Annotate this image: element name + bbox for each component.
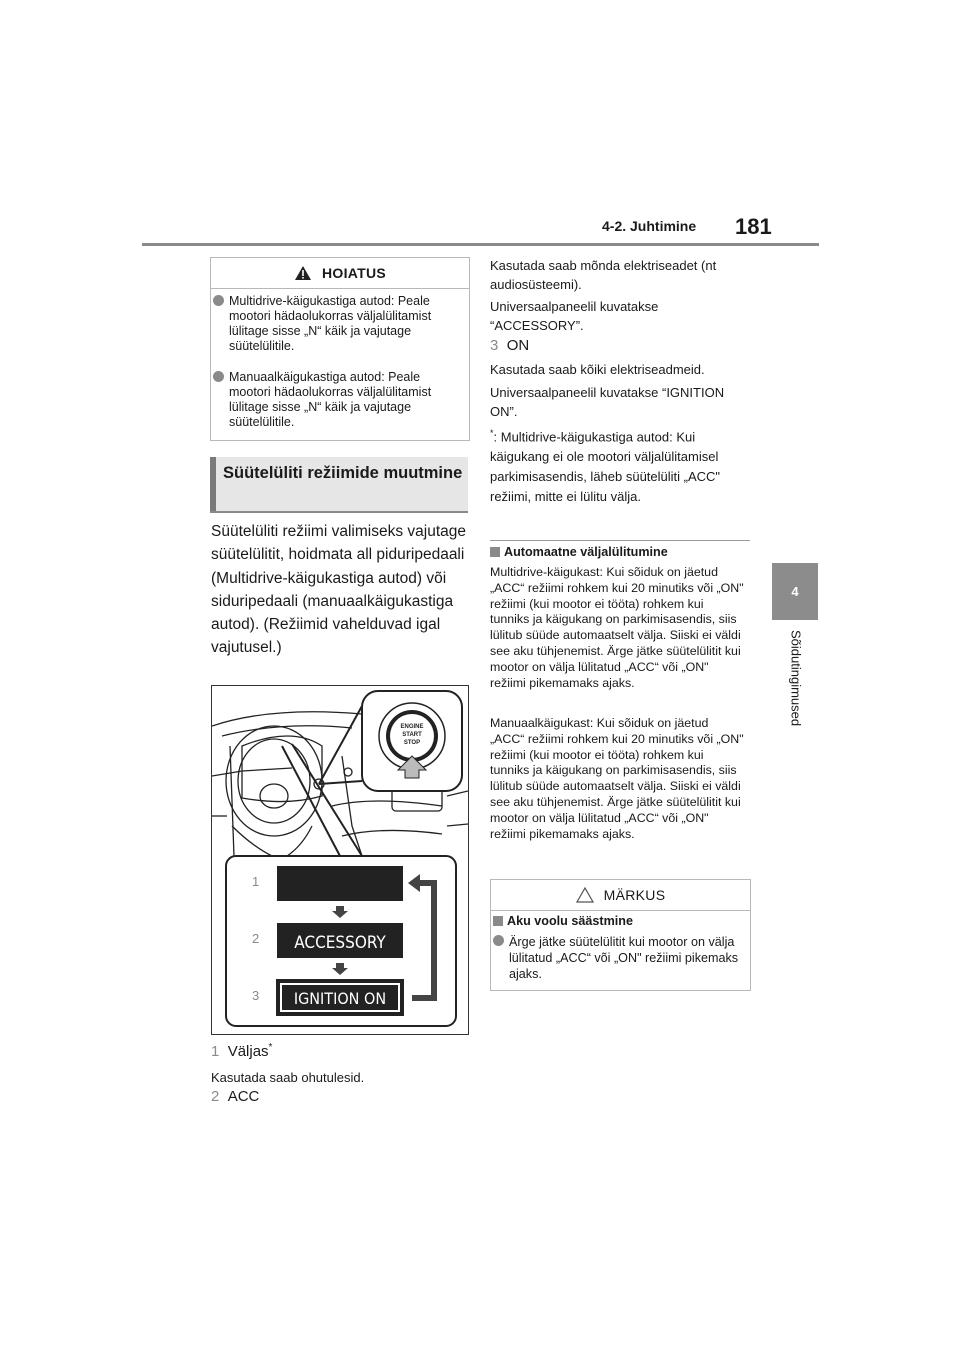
note-box (490, 879, 751, 991)
warning-item: Manuaalkäigukastiga autod: Peale mootori hädaolukorras väljalülitamist lülitage sisse „N“ käik ja vajutage süütelülitile. (213, 370, 465, 430)
chapter-tab (772, 563, 818, 620)
footnote: *: Multidrive-käigukastiga autod: Kui käigukang ei ole mootori väljalülitamisel parkimisasendis, läheb süütelüliti „ACC" režiimi, mitte ei lülitu välja. (490, 428, 721, 505)
square-bullet-icon (490, 547, 500, 557)
button-text-line-3: STOP (403, 740, 421, 746)
warning-box (210, 257, 470, 441)
chapter-number: 4 (791, 584, 799, 599)
intro-paragraph: Süütelüliti režiimi valimiseks vajutage süütelülitit, hoidmata all piduripedaali (Multidrive-käigukastiga autod) või siduripedaali (manuaalkäigukastiga autod). (Režiimid vahelduvad igal vajutusel.) (211, 523, 466, 657)
auto-off-paragraph-1: Multidrive-käigukast: Kui sõiduk on jäetud „ACC“ režiimi rohkem kui 20 minutiks või „ON" režiimi (kui mootor ei tööta) rohkem kui tunniks ja käigukang on parkimisasendis, siis lülitub süüde automaatselt välja. Siiski ei väldi see aku tühjenemist. Ärge jätke süütelülitit kui mootor on välja lülitatud „ACC“ või „ON" režiimi pikemamaks ajaks. (490, 565, 744, 690)
mode-2-desc-2: Universaalpaneelil kuvatakse “ACCESSORY”. (490, 299, 659, 333)
button-text-line-1: ENGINE (400, 724, 424, 730)
display-ignition-on-text: IGNITION ON (293, 989, 387, 1008)
mode-number-2: 2 (252, 931, 260, 946)
note-subtitle: Aku voolu säästmine (493, 914, 633, 928)
section-heading (210, 457, 468, 513)
bullet-icon (493, 935, 504, 946)
button-text-line-2: START (402, 732, 422, 738)
ignition-illustration (211, 685, 469, 1035)
warning-title: HOIATUS (321, 265, 387, 281)
dashboard-drawing (212, 686, 468, 1034)
note-header (491, 880, 750, 911)
mode-2-desc-1: Kasutada saab mõnda elektriseadet (nt audiosüsteemi). (490, 258, 717, 292)
mode-1-desc: Kasutada saab ohutulesid. (211, 1070, 365, 1085)
mode-number-3: 3 (252, 988, 260, 1003)
mode-1-heading: 1 Väljas* (211, 1042, 273, 1060)
auto-off-heading: Automaatne väljalülitumine (490, 545, 750, 559)
chapter-label-text: Sõidutingimused (788, 630, 804, 727)
bullet-icon (213, 295, 224, 306)
page-number: 181 (735, 214, 772, 239)
warning-header (211, 258, 469, 289)
header-rule (142, 243, 819, 246)
display-accessory-text: ACCESSORY (294, 933, 386, 953)
chapter-label (784, 630, 808, 750)
section-heading-bar (210, 457, 216, 511)
display-off (277, 866, 403, 901)
mode-3-desc-1: Kasutada saab kõiki elektriseadmeid. (490, 362, 705, 377)
auto-off-paragraph-2: Manuaalkäigukast: Kui sõiduk on jäetud „ACC“ režiimi rohkem kui 20 minutiks või „ON" režiimi (kui mootor ei tööta) rohkem kui tunniks ja käigukang on parkimisasendis, siis lülitub süüde automaatselt välja. Siiski ei väldi see aku tühjenemist. Ärge jätke süütelülitit kui mootor on välja lülitatud „ACC“ või „ON" režiimi pikemamaks ajaks. (490, 716, 744, 841)
note-title: MÄRKUS (603, 887, 666, 903)
divider (490, 540, 750, 541)
running-header-section: 4-2. Juhtimine (602, 218, 697, 234)
section-title: Süütelüliti režiimide muutmine (223, 464, 463, 482)
mode-3-heading: 3 ON (490, 337, 530, 354)
bullet-icon (213, 371, 224, 382)
caution-triangle-icon (576, 887, 594, 903)
mode-3-desc-2: Universaalpaneelil kuvatakse “IGNITION ON”. (490, 385, 725, 419)
mode-2-heading: 2 ACC (211, 1088, 260, 1105)
mode-number-1: 1 (252, 874, 260, 889)
warning-item: Multidrive-käigukastiga autod: Peale mootori hädaolukorras väljalülitamist lülitage sisse „N“ käik ja vajutage süütelülitile. (213, 294, 465, 354)
warning-triangle-icon (294, 265, 312, 281)
square-bullet-icon (493, 916, 503, 926)
note-item: Ärge jätke süütelülitit kui mootor on välja lülitatud „ACC“ või „ON" režiimi pikemaks ajaks. (493, 934, 743, 982)
